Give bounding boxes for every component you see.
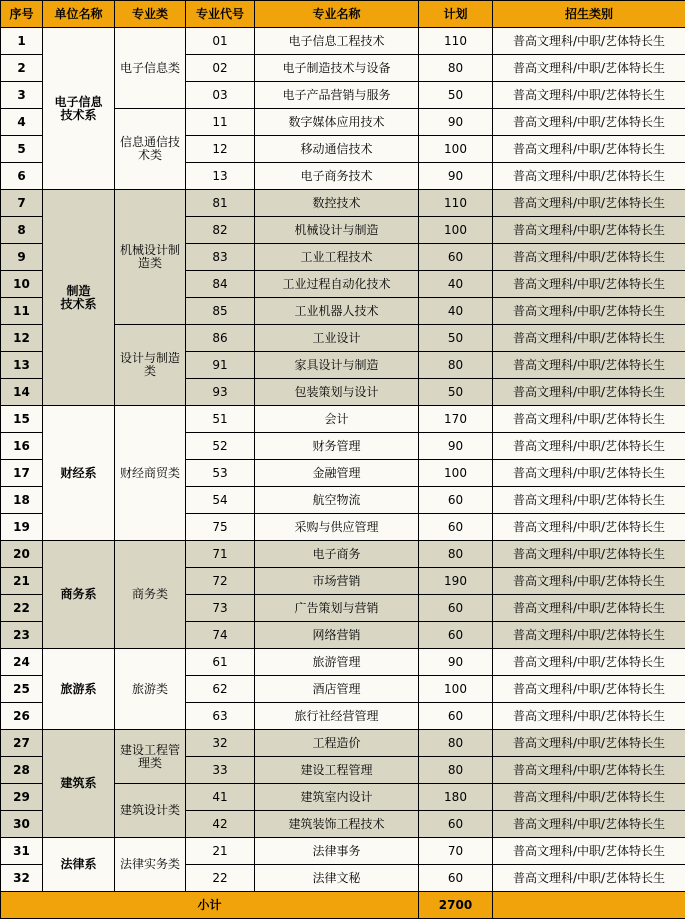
code-cell: 21 [186, 838, 255, 865]
plan-cell: 90 [419, 109, 493, 136]
plan-cell: 190 [419, 568, 493, 595]
category-cell: 普高文理科/中职/艺体特长生 [493, 217, 685, 244]
line-text: 财经商贸类 [119, 465, 180, 480]
table-row [1, 838, 685, 865]
code-cell: 73 [186, 595, 255, 622]
plan-cell: 60 [419, 487, 493, 514]
major-cell: 移动通信技术 [255, 136, 419, 163]
header-code: 专业代号 [186, 1, 255, 28]
major-cell: 工程造价 [255, 730, 419, 757]
seq-cell: 30 [1, 811, 43, 838]
table-row [1, 649, 685, 676]
major-cell: 家具设计与制造 [255, 352, 419, 379]
category-cell: 普高文理科/中职/艺体特长生 [493, 676, 685, 703]
class-cell [115, 406, 186, 541]
header-row [1, 1, 685, 28]
major-cell: 电子产品营销与服务 [255, 82, 419, 109]
line-text: 财经系 [60, 465, 97, 480]
code-cell: 52 [186, 433, 255, 460]
major-cell: 航空物流 [255, 487, 419, 514]
seq-cell: 24 [1, 649, 43, 676]
code-cell: 41 [186, 784, 255, 811]
class-cell [115, 541, 186, 649]
category-cell: 普高文理科/中职/艺体特长生 [493, 190, 685, 217]
table-row [1, 28, 685, 55]
seq-cell: 9 [1, 244, 43, 271]
seq-cell: 1 [1, 28, 43, 55]
code-cell: 81 [186, 190, 255, 217]
code-cell: 93 [186, 379, 255, 406]
plan-cell: 60 [419, 244, 493, 271]
code-cell: 62 [186, 676, 255, 703]
header-plan: 计划 [419, 1, 493, 28]
line-text: 制造 [66, 283, 91, 298]
plan-cell: 50 [419, 379, 493, 406]
category-cell: 普高文理科/中职/艺体特长生 [493, 730, 685, 757]
seq-cell: 31 [1, 838, 43, 865]
category-cell: 普高文理科/中职/艺体特长生 [493, 352, 685, 379]
seq-cell: 11 [1, 298, 43, 325]
major-cell: 法律事务 [255, 838, 419, 865]
code-cell: 02 [186, 55, 255, 82]
major-cell: 网络营销 [255, 622, 419, 649]
category-cell: 普高文理科/中职/艺体特长生 [493, 541, 685, 568]
category-cell: 普高文理科/中职/艺体特长生 [493, 109, 685, 136]
line-text: 技术系 [60, 296, 97, 311]
plan-cell: 90 [419, 649, 493, 676]
plan-cell: 40 [419, 298, 493, 325]
subtotal-blank [493, 892, 685, 919]
seq-cell: 22 [1, 595, 43, 622]
seq-cell: 32 [1, 865, 43, 892]
class-cell [115, 325, 186, 406]
class-cell [115, 730, 186, 784]
line-text: 术类 [137, 148, 162, 162]
seq-cell: 25 [1, 676, 43, 703]
major-cell: 建筑装饰工程技术 [255, 811, 419, 838]
seq-cell: 14 [1, 379, 43, 406]
class-cell [115, 109, 186, 190]
header-dept: 单位名称 [43, 1, 115, 28]
line-text: 类 [143, 364, 156, 378]
line-text: 电子信息类 [119, 60, 180, 75]
code-cell: 91 [186, 352, 255, 379]
seq-cell: 2 [1, 55, 43, 82]
seq-cell: 7 [1, 190, 43, 217]
category-cell: 普高文理科/中职/艺体特长生 [493, 325, 685, 352]
header-seq: 序号 [1, 1, 43, 28]
header-category: 招生类别 [493, 1, 685, 28]
code-cell: 74 [186, 622, 255, 649]
line-text: 建筑系 [60, 776, 97, 790]
major-cell: 工业机器人技术 [255, 298, 419, 325]
code-cell: 83 [186, 244, 255, 271]
seq-cell: 18 [1, 487, 43, 514]
code-cell: 03 [186, 82, 255, 109]
header-major: 专业名称 [255, 1, 419, 28]
subtotal-label: 小计 [1, 892, 419, 919]
category-cell: 普高文理科/中职/艺体特长生 [493, 622, 685, 649]
seq-cell: 20 [1, 541, 43, 568]
major-cell: 金融管理 [255, 460, 419, 487]
plan-cell: 90 [419, 163, 493, 190]
plan-cell: 80 [419, 730, 493, 757]
plan-cell: 170 [419, 406, 493, 433]
major-cell: 旅行社经营管理 [255, 703, 419, 730]
major-cell: 数字媒体应用技术 [255, 109, 419, 136]
line-text: 商务类 [131, 587, 168, 601]
table-body [1, 28, 685, 892]
major-cell: 广告策划与营销 [255, 595, 419, 622]
code-cell: 22 [186, 865, 255, 892]
seq-cell: 6 [1, 163, 43, 190]
major-cell: 电子商务 [255, 541, 419, 568]
plan-cell: 100 [419, 676, 493, 703]
line-text: 旅游类 [131, 681, 168, 696]
category-cell: 普高文理科/中职/艺体特长生 [493, 406, 685, 433]
code-cell: 51 [186, 406, 255, 433]
class-cell [115, 838, 186, 892]
subtotal-row [1, 892, 685, 919]
category-cell: 普高文理科/中职/艺体特长生 [493, 487, 685, 514]
code-cell: 75 [186, 514, 255, 541]
seq-cell: 23 [1, 622, 43, 649]
major-cell: 数控技术 [255, 190, 419, 217]
code-cell: 42 [186, 811, 255, 838]
category-cell: 普高文理科/中职/艺体特长生 [493, 649, 685, 676]
plan-cell: 180 [419, 784, 493, 811]
class-cell [115, 649, 186, 730]
category-cell: 普高文理科/中职/艺体特长生 [493, 811, 685, 838]
plan-cell: 50 [419, 325, 493, 352]
category-cell: 普高文理科/中职/艺体特长生 [493, 460, 685, 487]
line-text: 机械设计制 [119, 243, 180, 257]
code-cell: 13 [186, 163, 255, 190]
major-cell: 建设工程管理 [255, 757, 419, 784]
code-cell: 82 [186, 217, 255, 244]
category-cell: 普高文理科/中职/艺体特长生 [493, 703, 685, 730]
major-cell: 工业工程技术 [255, 244, 419, 271]
plan-cell: 60 [419, 703, 493, 730]
plan-cell: 90 [419, 433, 493, 460]
class-cell [115, 28, 186, 109]
category-cell: 普高文理科/中职/艺体特长生 [493, 244, 685, 271]
code-cell: 84 [186, 271, 255, 298]
code-cell: 72 [186, 568, 255, 595]
dept-cell [43, 28, 115, 190]
plan-cell: 110 [419, 28, 493, 55]
major-cell: 工业设计 [255, 325, 419, 352]
seq-cell: 19 [1, 514, 43, 541]
table-row [1, 190, 685, 217]
code-cell: 86 [186, 325, 255, 352]
dept-cell [43, 541, 115, 649]
seq-cell: 5 [1, 136, 43, 163]
plan-cell: 80 [419, 352, 493, 379]
plan-cell: 80 [419, 757, 493, 784]
subtotal-value: 2700 [419, 892, 493, 919]
major-cell: 电子制造技术与设备 [255, 55, 419, 82]
major-cell: 采购与供应管理 [255, 514, 419, 541]
seq-cell: 3 [1, 82, 43, 109]
category-cell: 普高文理科/中职/艺体特长生 [493, 568, 685, 595]
class-cell [115, 190, 186, 325]
major-cell: 财务管理 [255, 433, 419, 460]
code-cell: 71 [186, 541, 255, 568]
seq-cell: 28 [1, 757, 43, 784]
seq-cell: 16 [1, 433, 43, 460]
plan-cell: 60 [419, 514, 493, 541]
code-cell: 63 [186, 703, 255, 730]
plan-cell: 50 [419, 82, 493, 109]
major-cell: 机械设计与制造 [255, 217, 419, 244]
category-cell: 普高文理科/中职/艺体特长生 [493, 136, 685, 163]
major-cell: 法律文秘 [255, 865, 419, 892]
line-text: 信息通信技 [119, 135, 180, 149]
major-cell: 电子商务技术 [255, 163, 419, 190]
major-cell: 电子信息工程技术 [255, 28, 419, 55]
seq-cell: 17 [1, 460, 43, 487]
table-row [1, 541, 685, 568]
plan-cell: 60 [419, 865, 493, 892]
plan-cell: 110 [419, 190, 493, 217]
plan-cell: 60 [419, 595, 493, 622]
seq-cell: 15 [1, 406, 43, 433]
line-text: 造类 [137, 256, 162, 270]
line-text: 法律系 [60, 857, 97, 871]
seq-cell: 26 [1, 703, 43, 730]
seq-cell: 4 [1, 109, 43, 136]
line-text: 设计与制造 [119, 351, 180, 365]
major-cell: 旅游管理 [255, 649, 419, 676]
dept-cell [43, 730, 115, 838]
plan-cell: 100 [419, 217, 493, 244]
major-cell: 建筑室内设计 [255, 784, 419, 811]
line-text: 旅游系 [60, 681, 97, 696]
line-text: 技术系 [60, 107, 97, 122]
category-cell: 普高文理科/中职/艺体特长生 [493, 271, 685, 298]
category-cell: 普高文理科/中职/艺体特长生 [493, 514, 685, 541]
line-text: 法律实务类 [119, 857, 180, 871]
line-text: 建设工程管 [119, 742, 180, 757]
plan-cell: 40 [419, 271, 493, 298]
major-cell: 酒店管理 [255, 676, 419, 703]
category-cell: 普高文理科/中职/艺体特长生 [493, 865, 685, 892]
seq-cell: 10 [1, 271, 43, 298]
seq-cell: 13 [1, 352, 43, 379]
table-row [1, 406, 685, 433]
category-cell: 普高文理科/中职/艺体特长生 [493, 838, 685, 865]
code-cell: 53 [186, 460, 255, 487]
line-text: 电子信息 [54, 94, 103, 109]
code-cell: 54 [186, 487, 255, 514]
class-cell [115, 784, 186, 838]
seq-cell: 29 [1, 784, 43, 811]
major-cell: 会计 [255, 406, 419, 433]
category-cell: 普高文理科/中职/艺体特长生 [493, 28, 685, 55]
dept-cell [43, 190, 115, 406]
plan-cell: 60 [419, 622, 493, 649]
category-cell: 普高文理科/中职/艺体特长生 [493, 82, 685, 109]
code-cell: 33 [186, 757, 255, 784]
category-cell: 普高文理科/中职/艺体特长生 [493, 379, 685, 406]
seq-cell: 21 [1, 568, 43, 595]
plan-cell: 60 [419, 811, 493, 838]
code-cell: 01 [186, 28, 255, 55]
seq-cell: 8 [1, 217, 43, 244]
major-cell: 工业过程自动化技术 [255, 271, 419, 298]
seq-cell: 27 [1, 730, 43, 757]
plan-cell: 70 [419, 838, 493, 865]
code-cell: 61 [186, 649, 255, 676]
code-cell: 12 [186, 136, 255, 163]
plan-cell: 80 [419, 55, 493, 82]
category-cell: 普高文理科/中职/艺体特长生 [493, 784, 685, 811]
category-cell: 普高文理科/中职/艺体特长生 [493, 757, 685, 784]
plan-cell: 100 [419, 460, 493, 487]
dept-cell [43, 649, 115, 730]
code-cell: 32 [186, 730, 255, 757]
major-cell: 包装策划与设计 [255, 379, 419, 406]
code-cell: 11 [186, 109, 255, 136]
category-cell: 普高文理科/中职/艺体特长生 [493, 595, 685, 622]
plan-cell: 100 [419, 136, 493, 163]
major-cell: 市场营销 [255, 568, 419, 595]
table-row [1, 730, 685, 757]
line-text: 商务系 [60, 587, 97, 601]
dept-cell [43, 838, 115, 892]
category-cell: 普高文理科/中职/艺体特长生 [493, 433, 685, 460]
category-cell: 普高文理科/中职/艺体特长生 [493, 55, 685, 82]
plan-cell: 80 [419, 541, 493, 568]
dept-cell [43, 406, 115, 541]
category-cell: 普高文理科/中职/艺体特长生 [493, 298, 685, 325]
line-text: 理类 [137, 755, 162, 770]
header-class: 专业类 [115, 1, 186, 28]
category-cell: 普高文理科/中职/艺体特长生 [493, 163, 685, 190]
seq-cell: 12 [1, 325, 43, 352]
line-text: 建筑设计类 [119, 803, 180, 817]
code-cell: 85 [186, 298, 255, 325]
